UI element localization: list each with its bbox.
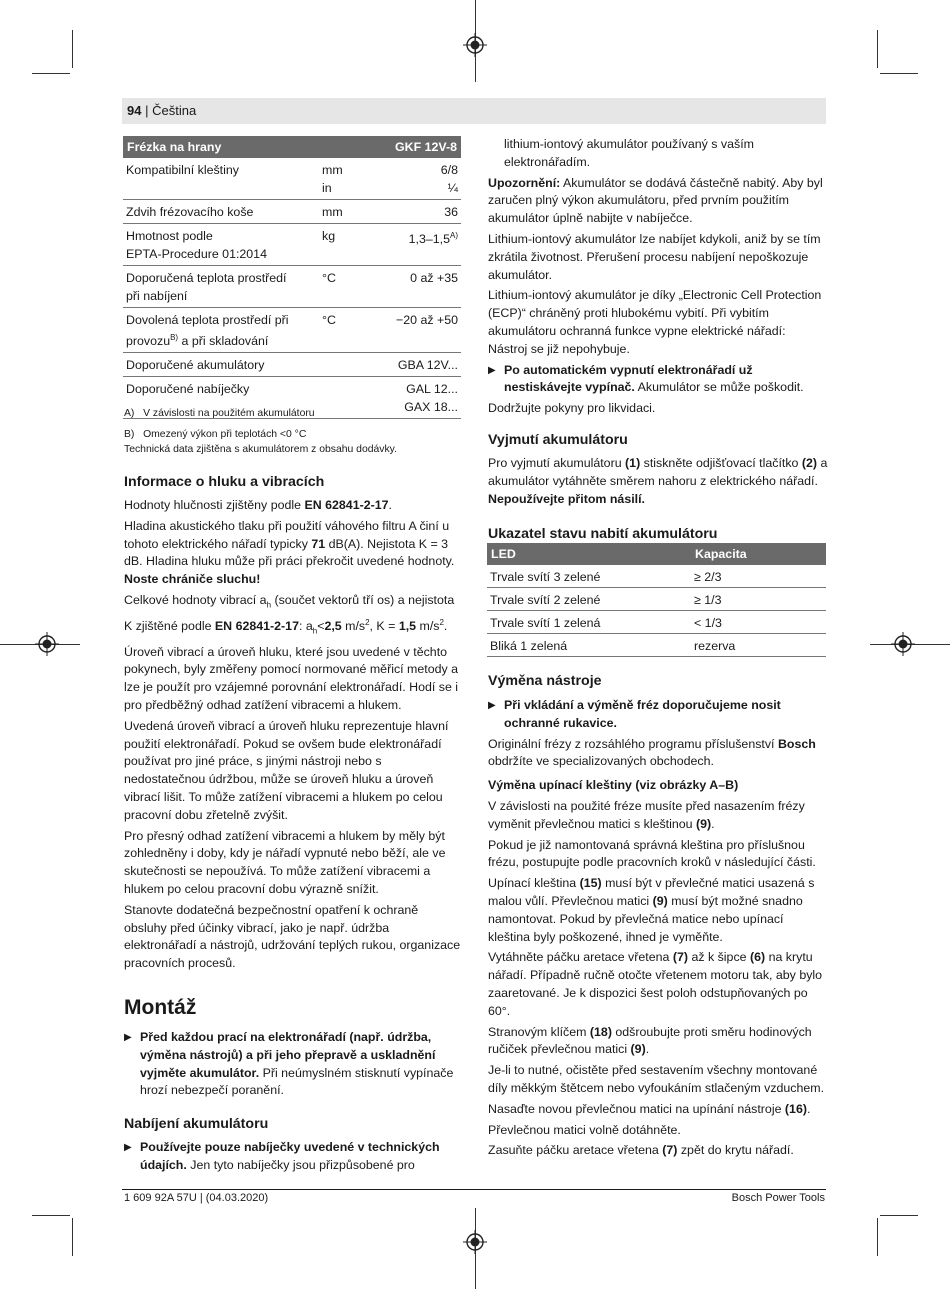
bullet-item: ▶ Před každou prací na elektronářadí (např. údržba, výměna nástrojů) a při jeho přepravě a uskladnění vyjměte akumulátor. Při neúmyslném stisknutí vypínače hrozí nebezpečí poranění. [124, 1029, 454, 1098]
table-cell: Trvale svítí 2 zelené [487, 588, 691, 611]
spec-label: Doporučené nabíječky [123, 377, 322, 419]
paragraph: Stranovým klíčem (18) odšroubujte proti směru hodinových ručiček převlečnou matici (9). [488, 1024, 812, 1057]
crop-mark [72, 30, 73, 68]
spec-unit: °C [322, 308, 359, 353]
table-row [123, 158, 461, 200]
paragraph: Stanovte dodatečná bezpečnostní opatření k ochraně obsluhy před účinky vibrací, jako je např. údržba elektronářadí a nástrojů, udržování teplých rukou, organizace pracovních procesů. [124, 902, 461, 971]
footnote-general: Technická data zjištěna s akumulátorem z obsahu dodávky. [124, 444, 397, 455]
spec-unit [322, 158, 359, 200]
table-cell: Bliká 1 zelená [487, 634, 691, 657]
column-header: LED [487, 543, 691, 565]
section-heading: Vyjmutí akumulátoru [488, 431, 628, 448]
spec-label [123, 266, 322, 308]
paragraph: Převlečnou matici volně dotáhněte. [488, 1122, 681, 1137]
spec-unit: kg [322, 224, 359, 266]
table-cell: Trvale svítí 1 zelená [487, 611, 691, 634]
paragraph: lithium-iontový akumulátor používaný s vaším elektronářadím. [504, 137, 754, 169]
right-column-top [488, 136, 828, 544]
crop-mark [72, 1218, 73, 1256]
section-heading: Nabíjení akumulátoru [124, 1116, 269, 1133]
value-text: 1,3–1,5 [408, 232, 450, 247]
table-row [487, 565, 826, 588]
footer-brand: Bosch Power Tools [731, 1192, 825, 1204]
footnote-text: Omezený výkon při teplotách <0 °C [143, 429, 307, 440]
footer-doc-id: 1 609 92A 57U | (04.03.2020) [124, 1192, 269, 1204]
spec-table [123, 136, 461, 419]
footnote-mark: A) [124, 408, 135, 419]
paragraph: Nasaďte novou převlečnou matici na upínání nástroje (16). [488, 1101, 811, 1116]
footnote-ref: A) [450, 231, 458, 240]
footnote-a [124, 406, 464, 421]
header-language: Čeština [152, 103, 197, 118]
arrow-bullet-icon: ▶ [488, 364, 496, 376]
page-header [127, 103, 196, 118]
spec-table-title: Frézka na hrany [123, 136, 359, 158]
paragraph: Hladina akustického tlaku při použití váhového filtru A činí u tohoto elektrického nářadí typicky 71 dB(A). Nejistota K = 3 dB. Hladina hluku může při práci překročit uvedené hodnoty. Noste chrániče sluchu! [124, 518, 455, 587]
header-separator: | [145, 103, 149, 118]
spec-value: 0 až +35 [359, 266, 461, 308]
paragraph: Pokud je již namontovaná správná kleština pro příslušnou frézu, postupujte podle pracovních kroků v následující části. [488, 837, 816, 870]
paragraph: Pro přesný odhad zatížení vibracemi a hlukem by měly být zohledněny i doby, kdy je nářadí vypnuté nebo běží, ale ve skutečnosti se nepoužívá. To může zatížení vibracemi a hlukem po celou pracovní dobu výrazně snížit. [124, 828, 446, 896]
page-header-bar [122, 98, 826, 124]
table-row [123, 266, 461, 308]
right-column-bottom [488, 671, 828, 1163]
paragraph: Lithium-iontový akumulátor je díky „Electronic Cell Protection (ECP)“ chráněný proti hlubokému vybití. Při vybitím akumulátoru ochranná funkce vypne elektrické nářadí: Nástroj se již nepohybuje. [488, 288, 822, 356]
paragraph: Originální frézy z rozsáhlého programu příslušenství Bosch obdržíte ve specializovaných obchodech. [488, 736, 816, 769]
paragraph: Upínací kleština (15) musí být v převlečné matici usazená s malou vůlí. Převlečnou matici (9) musí být možné snadno namontovat. Pokud by převlečná matice nebo upínací kleština byly poškozené, ihned je vyměňte. [488, 876, 815, 944]
table-cell: Trvale svítí 3 zelené [487, 565, 691, 588]
crop-mark [880, 73, 918, 74]
label-text: Hmotnost podle [126, 229, 213, 243]
table-row [487, 634, 826, 657]
paragraph: Vytáhněte páčku aretace vřetena (7) až k šipce (6) na krytu nářadí. Případně ručně otočte vřetenem motoru tak, aby bylo zaaretované. Je k dispozici šest poloh odstupňovaných po 60°. [488, 950, 823, 1018]
crop-mark [32, 1215, 70, 1216]
footnotes [124, 406, 464, 457]
value-text: ¼ [447, 181, 458, 195]
table-header [487, 543, 826, 565]
registration-mark-icon [463, 1230, 487, 1254]
registration-mark-icon [463, 33, 487, 57]
spec-value: −20 až +50 [359, 308, 461, 353]
unit-text: mm [322, 163, 343, 177]
subheading: Výměna upínací kleštiny (viz obrázky A–B) [488, 778, 739, 793]
spec-unit: °C [322, 266, 359, 308]
paragraph: Upozornění: Akumulátor se dodává částečně nabitý. Aby byl zaručen plný výkon akumulátoru, před prvním použitím akumulátor úplně nabijte v nabíječce. [488, 175, 823, 226]
paragraph: Dodržujte pokyny pro likvidaci. [488, 401, 656, 416]
paragraph: Zasuňte páčku aretace vřetena (7) zpět do krytu nářadí. [488, 1143, 794, 1158]
table-row [487, 611, 826, 634]
footnote-text: V závislosti na použitém akumulátoru [143, 408, 315, 419]
charge-indicator-table [487, 543, 826, 657]
label-text: Doporučená teplota prostředí [126, 271, 287, 285]
table-row [123, 224, 461, 266]
table-cell: ≥ 2/3 [691, 565, 826, 588]
chapter-heading: Montáž [124, 995, 197, 1019]
crop-mark [880, 1215, 918, 1216]
spec-label: Kompatibilní kleštiny [123, 158, 322, 200]
paragraph: Úroveň vibrací a úroveň hluku, které jsou uvedené v těchto pokynech, byly změřeny pomocí normované měřicí metody a lze je použít pro vzájemné porovnání elektronářadí. Hodí se i pro předběžný odhad zatížení vibracemi a hlukem. [124, 644, 459, 713]
table-row [123, 308, 461, 353]
label-text: a při skladování [178, 334, 269, 349]
table-row [487, 588, 826, 611]
page-number: 94 [127, 103, 142, 118]
table-cell: ≥ 1/3 [691, 588, 826, 611]
crop-mark [877, 1218, 878, 1256]
spec-label [123, 224, 322, 266]
unit-text: in [322, 181, 332, 195]
registration-mark-icon [891, 632, 915, 656]
paragraph: Hodnoty hlučnosti zjištěny podle EN 62841-2-17. [124, 498, 392, 512]
paragraph: V závislosti na použité fréze musíte před nasazením frézy vyměnit převlečnou matici s kleštinou (9). [488, 798, 805, 831]
spec-table-header [123, 136, 461, 158]
label-text: EPTA-Procedure 01:2014 [126, 247, 267, 261]
spec-value: GBA 12V... [359, 353, 461, 377]
spec-unit [322, 353, 359, 377]
spec-unit: mm [322, 200, 359, 224]
spec-label: Zdvih frézovacího koše [123, 200, 322, 224]
spec-table-model: GKF 12V-8 [359, 136, 461, 158]
bullet-item: ▶ Používejte pouze nabíječky uvedené v technických údajích. Jen tyto nabíječky jsou přizpůsobené pro [124, 1140, 440, 1172]
table-cell: < 1/3 [691, 611, 826, 634]
bullet-item: ▶ Po automatickém vypnutí elektronářadí už nestiskávejte vypínač. Akumulátor se může poškodit. [488, 362, 804, 395]
paragraph: Lithium-iontový akumulátor lze nabíjet kdykoli, aniž by se tím zkrátila životnost. Přerušení procesu nabíjení nepoškozuje akumulátor. [488, 231, 821, 282]
paragraph: Pro vyjmutí akumulátoru (1) stiskněte odjišťovací tlačítko (2) a akumulátor vytáhněte směrem nahoru z elektrického nářadí. Nepoužívejte přitom násilí. [488, 455, 828, 506]
footer-rule [122, 1189, 826, 1190]
section-heading: Ukazatel stavu nabití akumulátoru [488, 526, 718, 543]
arrow-bullet-icon: ▶ [488, 700, 496, 711]
arrow-bullet-icon: ▶ [124, 1031, 132, 1043]
value-text: GAL 12... [406, 382, 458, 397]
registration-mark-icon [35, 632, 59, 656]
value-text: 6/8 [440, 163, 458, 177]
section-heading: Informace o hluku a vibracích [124, 474, 325, 490]
label-text: provozu [126, 334, 171, 349]
label-text: Dovolená teplota prostředí při [126, 313, 289, 327]
spec-label: Doporučené akumulátory [123, 353, 322, 377]
crop-mark [32, 73, 70, 74]
footnote-ref: B) [170, 333, 179, 342]
paragraph: Uvedená úroveň vibrací a úroveň hluku reprezentuje hlavní použití elektronářadí. Pokud se ovšem bude elektronářadí používat pro jiné práce, s jinými nástroji nebo s nedostatečnou údržbou, může se úroveň hluku a úroveň vibrací lišit. To může zatížení vibracemi a hlukem po celou pracovní dobu zřetelně zvýšit. [124, 718, 449, 822]
arrow-bullet-icon: ▶ [124, 1142, 132, 1154]
footnote-mark: B) [124, 429, 135, 440]
column-header: Kapacita [691, 543, 826, 565]
value-text: GAX 18... [404, 400, 458, 415]
spec-value [359, 224, 461, 266]
crop-mark [877, 30, 878, 68]
left-column [124, 472, 464, 1175]
table-cell: rezerva [691, 634, 826, 657]
footnote-b [124, 427, 464, 442]
table-row [123, 353, 461, 377]
spec-value [359, 158, 461, 200]
paragraph: Celkové hodnoty vibrací $a_h$ (součet vektorů tří os) a nejistota K zjištěné podle EN 62841-2-17: $a_h<2,5$ $m/s^2$, K = 1,5 $m/s^2$. [124, 592, 455, 636]
paragraph: Je-li to nutné, očistěte před sestavením všechny montované díly měkkým štětcem nebo vyfoukáním stlačeným vzduchem. [488, 1063, 825, 1095]
spec-label [123, 308, 322, 353]
section-heading: Výměna nástroje [488, 673, 602, 689]
bullet-item: ▶ Při vkládání a výměně fréz doporučujeme nosit ochranné rukavice. [488, 698, 781, 730]
spec-value: 36 [359, 200, 461, 224]
table-row [123, 200, 461, 224]
label-text: při nabíjení [126, 289, 188, 303]
